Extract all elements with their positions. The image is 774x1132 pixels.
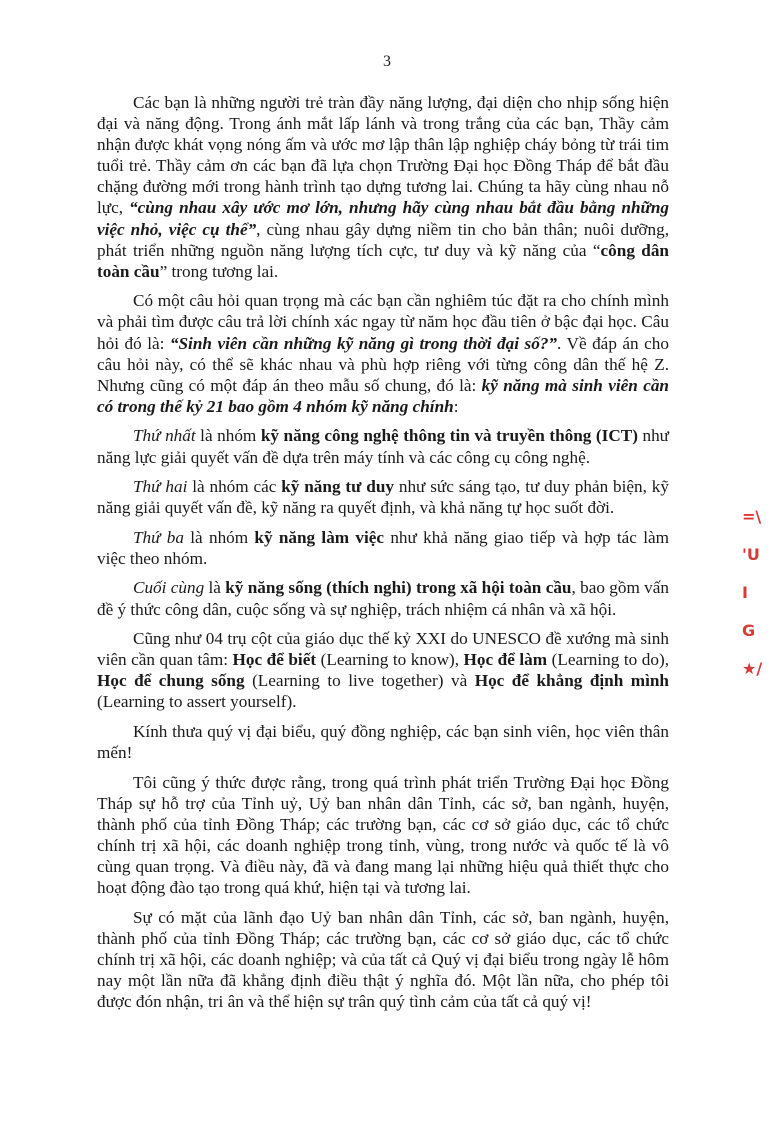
red-stamp-partial xyxy=(742,498,774,688)
text-run: , bao gồm vấn đề ý thức công dân, cuộc sống và sự nghiệp, trách nhiệm cá nhân và xã hội. xyxy=(97,578,669,619)
text-run: như sức sáng tạo, tư duy phản biện, kỹ năng giải quyết vấn đề, kỹ năng ra quyết định, và khả năng tự học suốt đời. xyxy=(97,477,669,518)
text-run: (Learning to do), xyxy=(547,650,669,670)
text-run: là nhóm các xyxy=(187,477,282,497)
text-run: , cùng nhau gây dựng niềm tin cho bản thân; nuôi dưỡng, phát triển những nguồn năng lượng tích cực, tư duy và kỹ năng của “ xyxy=(97,219,669,260)
stamp-fragment: ★/ xyxy=(742,659,763,678)
text-run: Cũng như 04 trụ cột của giáo dục thế kỷ XXI do UNESCO đề xướng mà sinh viên cần quan tâm: xyxy=(97,629,669,670)
stamp-fragment: =\ xyxy=(742,507,762,526)
text-run: Cuối cùng xyxy=(133,578,205,598)
text-run: (Learning to live together) và xyxy=(244,671,475,691)
text-run: Thứ hai xyxy=(133,477,188,497)
text-run: (Learning to assert yourself). xyxy=(97,692,297,712)
text-run: kỹ năng làm việc xyxy=(254,527,385,547)
paragraph xyxy=(97,721,669,763)
text-run: . Về đáp án cho câu hỏi này, có thể sẽ khác nhau và phù hợp riêng với từng công dân thế hệ Z. Nhưng cũng có một đáp án theo mẫu số chung, đó là: xyxy=(97,333,669,395)
text-run: (Learning to know), xyxy=(316,650,464,670)
text-run: là nhóm xyxy=(184,527,255,547)
paragraph xyxy=(97,772,669,899)
text-run: Thứ nhất xyxy=(133,426,196,446)
text-run: ” trong tương lai. xyxy=(159,261,279,281)
text-run: Thứ ba xyxy=(133,527,184,547)
text-run: “cùng nhau xây ước mơ lớn, nhưng hãy cùng nhau bắt đầu bằng những việc nhỏ, việc cụ thể” xyxy=(97,198,669,239)
text-run: công dân toàn cầu xyxy=(97,240,669,281)
paragraph xyxy=(97,577,669,619)
paragraph xyxy=(97,527,669,569)
text-run: là xyxy=(204,578,226,598)
text-run: kỹ năng công nghệ thông tin và truyền thông (ICT) xyxy=(260,426,638,446)
text-run: Có một câu hỏi quan trọng mà các bạn cần nghiêm túc đặt ra cho chính mình và phải tìm được câu trả lời chính xác ngay từ năm học đầu tiên ở bậc đại học. Câu hỏi đó là: xyxy=(97,291,669,353)
text-run: Các bạn là những người trẻ tràn đầy năng lượng, đại diện cho nhịp sống hiện đại và năng động. Trong ánh mắt lấp lánh và trong trắng của các bạn, Thầy cảm nhận được khát vọng nóng ấm và ước mơ lập thân lập nghiệp cháy bỏng từ trái tim tuổi trẻ. Thầy cảm ơn các bạn đã lựa chọn Trường Đại học Đồng Tháp để bắt đầu chặng đường mới trong hành trình tạo dựng tương lai. Chúng ta hãy cùng nhau nỗ lực, xyxy=(97,93,669,218)
text-run: Học để chung sống xyxy=(97,671,245,691)
text-run: như năng lực giải quyết vấn đề dựa trên máy tính và các công cụ công nghệ. xyxy=(97,426,669,467)
text-run: Tôi cũng ý thức được rằng, trong quá trình phát triển Trường Đại học Đồng Tháp sự hỗ trợ của Tỉnh uỷ, Uỷ ban nhân dân Tỉnh, các sở, ban ngành, huyện, thành phố của tỉnh Đồng Tháp; các trường bạn, các cơ sở giáo dục, các tổ chức chính trị xã hội, các doanh nghiệp trong tỉnh, vùng, trong nước và quốc tế là vô cùng quan trọng. Và điều này, đã và đang mang lại những hiệu quả thiết thực cho hoạt động đào tạo trong quá khứ, hiện tại và tương lai. xyxy=(97,772,669,898)
text-run: Học để làm xyxy=(463,650,548,670)
text-run: Sự có mặt của lãnh đạo Uỷ ban nhân dân Tỉnh, các sở, ban ngành, huyện, thành phố của tỉnh Đồng Tháp; các trường bạn, các cơ sở giáo dục, các tổ chức chính trị xã hội, các doanh nghiệp; và của tất cả Quý vị đại biểu trong ngày lễ hôm nay một lần nữa đã khẳng định điều thật ý nghĩa đó. Một lần nữa, cho phép tôi được đón nhận, tri ân và thể hiện sự trân quý tình cảm của tất cả quý vị! xyxy=(97,907,669,1012)
paragraph xyxy=(97,476,669,518)
text-run: Học để biết xyxy=(232,650,317,670)
paragraph xyxy=(97,628,669,712)
text-run: Kính thưa quý vị đại biểu, quý đồng nghiệp, các bạn sinh viên, học viên thân mến! xyxy=(97,722,669,763)
paragraph xyxy=(97,907,669,1012)
text-run: “Sinh viên cần những kỹ năng gì trong thời đại số?” xyxy=(169,333,558,353)
text-run: kỹ năng mà sinh viên cần có trong thế kỷ 21 bao gồm 4 nhóm kỹ năng chính xyxy=(97,375,669,416)
stamp-fragment: I xyxy=(742,583,748,602)
document-body xyxy=(97,92,669,1021)
text-run: : xyxy=(453,396,459,416)
text-run: là nhóm xyxy=(195,426,261,446)
page-number: 3 xyxy=(383,53,391,70)
paragraph xyxy=(97,290,669,417)
paragraph xyxy=(97,425,669,467)
text-run: Học để khẳng định mình xyxy=(474,671,669,691)
stamp-fragment: G xyxy=(742,621,756,640)
paragraph xyxy=(97,92,669,282)
text-run: kỹ năng sống (thích nghi) trong xã hội toàn cầu xyxy=(225,578,572,598)
text-run: kỹ năng tư duy xyxy=(281,477,394,497)
stamp-fragment: 'U xyxy=(742,545,760,564)
text-run: như khả năng giao tiếp và hợp tác làm việc theo nhóm. xyxy=(97,527,669,568)
